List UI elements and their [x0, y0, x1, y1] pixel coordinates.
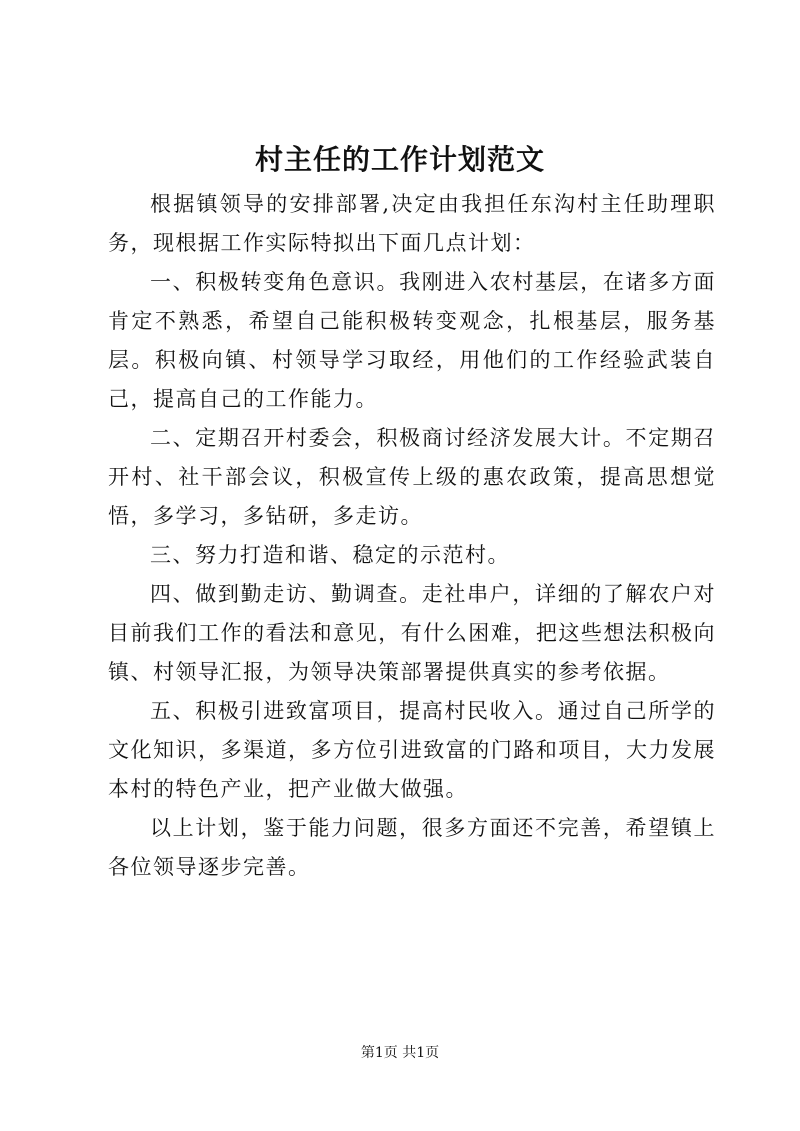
paragraph-item-5: 五、积极引进致富项目，提高村民收入。通过自己所学的文化知识，多渠道，多方位引进致富的门路和项目，大力发展本村的特色产业，把产业做大做强。 — [108, 699, 716, 801]
paragraph-item-1: 一、积极转变角色意识。我刚进入农村基层，在诸多方面肯定不熟悉，希望自己能积极转变观念，扎根基层，服务基层。积极向镇、村领导学习取经，用他们的工作经验武装自己，提高自己的工作能力。 — [108, 270, 716, 411]
document-title: 村主任的工作计划范文 — [254, 143, 545, 176]
paragraph-intro: 根据镇领导的安排部署,决定由我担任东沟村主任助理职务，现根据工作实际特拟出下面几点计划： — [108, 192, 716, 255]
page-footer: 第1页 共1页 — [360, 1045, 440, 1061]
paragraph-item-4: 四、做到勤走访、勤调查。走社串户，详细的了解农户对目前我们工作的看法和意见，有什么困难，把这些想法积极向镇、村领导汇报，为领导决策部署提供真实的参考依据。 — [108, 582, 716, 684]
document-body — [108, 185, 716, 887]
paragraph-item-2: 二、定期召开村委会，积极商讨经济发展大计。不定期召开村、社干部会议，积极宣传上级的惠农政策，提高思想觉悟，多学习，多钻研，多走访。 — [108, 426, 716, 528]
paragraph-conclusion: 以上计划，鉴于能力问题，很多方面还不完善，希望镇上各位领导逐步完善。 — [108, 816, 716, 879]
paragraph-item-3: 三、努力打造和谐、稳定的示范村。 — [150, 543, 510, 567]
